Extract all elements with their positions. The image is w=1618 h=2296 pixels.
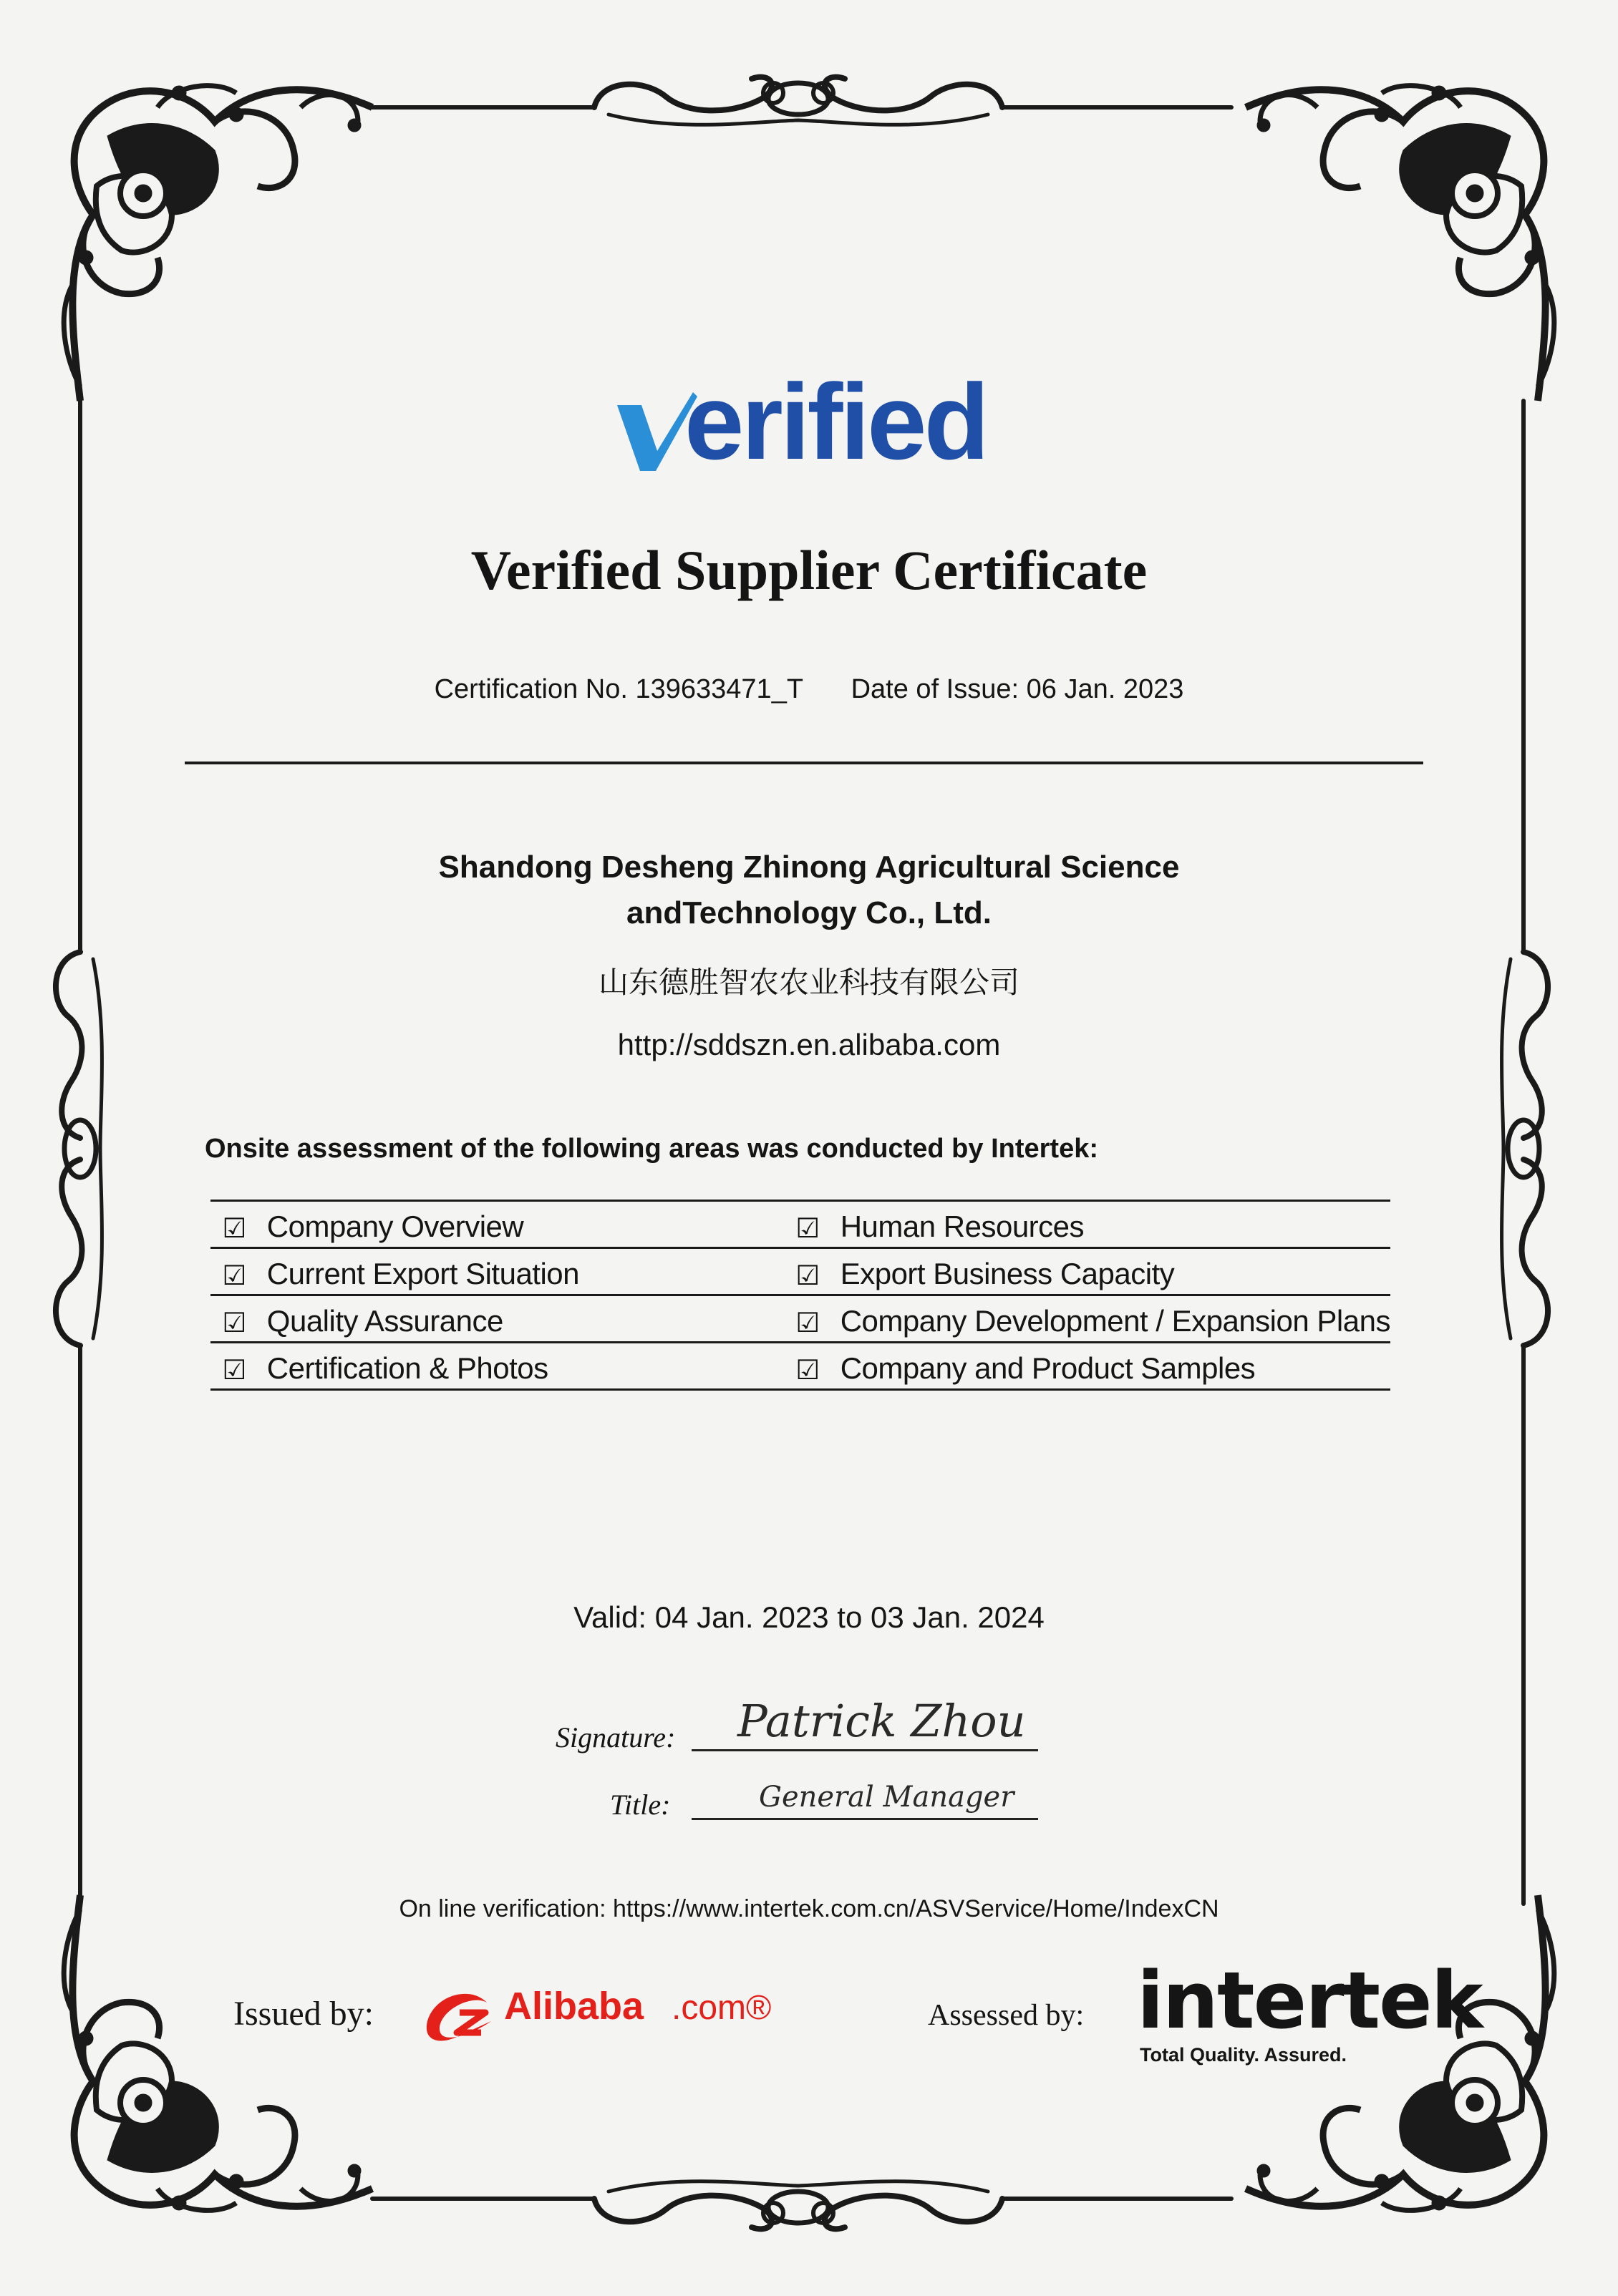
issue-date: Date of Issue: 06 Jan. 2023 xyxy=(851,674,1184,704)
company-url: http://sddszn.en.alibaba.com xyxy=(617,1028,1001,1061)
checkbox-checked-icon: ☑ xyxy=(784,1248,832,1295)
assessment-areas-table xyxy=(210,1200,1390,1391)
area-label: Current Export Situation xyxy=(258,1248,784,1295)
checkbox-checked-icon: ☑ xyxy=(210,1295,258,1343)
handwritten-signature: Patrick Zhou xyxy=(737,1695,1026,1747)
title-value: General Manager xyxy=(759,1781,1014,1814)
area-label: Company and Product Samples xyxy=(832,1343,1390,1390)
online-verification: On line verification: https://www.intertek.com.cn/ASVService/Home/IndexCN xyxy=(399,1895,1219,1922)
alibaba-swoosh-icon xyxy=(420,1981,505,2053)
area-label: Company Overview xyxy=(258,1201,784,1248)
certificate-meta xyxy=(0,674,1618,705)
title-label: Title: xyxy=(610,1789,671,1821)
table-row xyxy=(210,1201,1390,1248)
checkbox-checked-icon: ☑ xyxy=(784,1201,832,1248)
checkbox-checked-icon: ☑ xyxy=(784,1343,832,1390)
issued-by-label: Issued by: xyxy=(233,1995,374,2033)
company-name-chinese: 山东德胜智农农业科技有限公司 xyxy=(598,965,1019,1000)
table-row xyxy=(210,1295,1390,1343)
area-label: Company Development / Expansion Plans xyxy=(832,1295,1390,1343)
company-name xyxy=(0,845,1618,936)
checkbox-checked-icon: ☑ xyxy=(784,1295,832,1343)
table-row xyxy=(210,1343,1390,1390)
alibaba-domain: .com® xyxy=(672,1989,772,2027)
validity-period: Valid: 04 Jan. 2023 to 03 Jan. 2024 xyxy=(573,1600,1045,1634)
title-line xyxy=(692,1818,1038,1820)
verified-logo xyxy=(613,361,987,482)
intertek-logo xyxy=(1137,1955,1482,2066)
checkbox-checked-icon: ☑ xyxy=(210,1201,258,1248)
intertek-tagline: Total Quality. Assured. xyxy=(1140,2044,1347,2066)
company-name-line2: andTechnology Co., Ltd. xyxy=(626,895,992,930)
verified-logo-text: erified xyxy=(684,361,987,482)
divider xyxy=(185,762,1423,764)
area-label: Certification & Photos xyxy=(258,1343,784,1390)
certification-number: Certification No. 139633471_T xyxy=(434,674,804,704)
area-label: Export Business Capacity xyxy=(832,1248,1390,1295)
checkbox-checked-icon: ☑ xyxy=(210,1343,258,1390)
checkbox-checked-icon: ☑ xyxy=(210,1248,258,1295)
signature-line xyxy=(692,1749,1038,1751)
table-row xyxy=(210,1248,1390,1295)
area-label: Quality Assurance xyxy=(258,1295,784,1343)
company-name-line1: Shandong Desheng Zhinong Agricultural Science xyxy=(438,850,1180,885)
alibaba-wordmark: Alibaba xyxy=(504,1985,644,2028)
area-label: Human Resources xyxy=(832,1201,1390,1248)
assessment-heading: Onsite assessment of the following areas was conducted by Intertek: xyxy=(205,1134,1098,1164)
intertek-wordmark: intertek xyxy=(1137,1955,1482,2046)
alibaba-logo xyxy=(420,1981,777,2053)
certificate-title: Verified Supplier Certificate xyxy=(470,539,1148,601)
signature-label: Signature: xyxy=(556,1721,676,1753)
assessed-by-label: Assessed by: xyxy=(928,1999,1085,2032)
